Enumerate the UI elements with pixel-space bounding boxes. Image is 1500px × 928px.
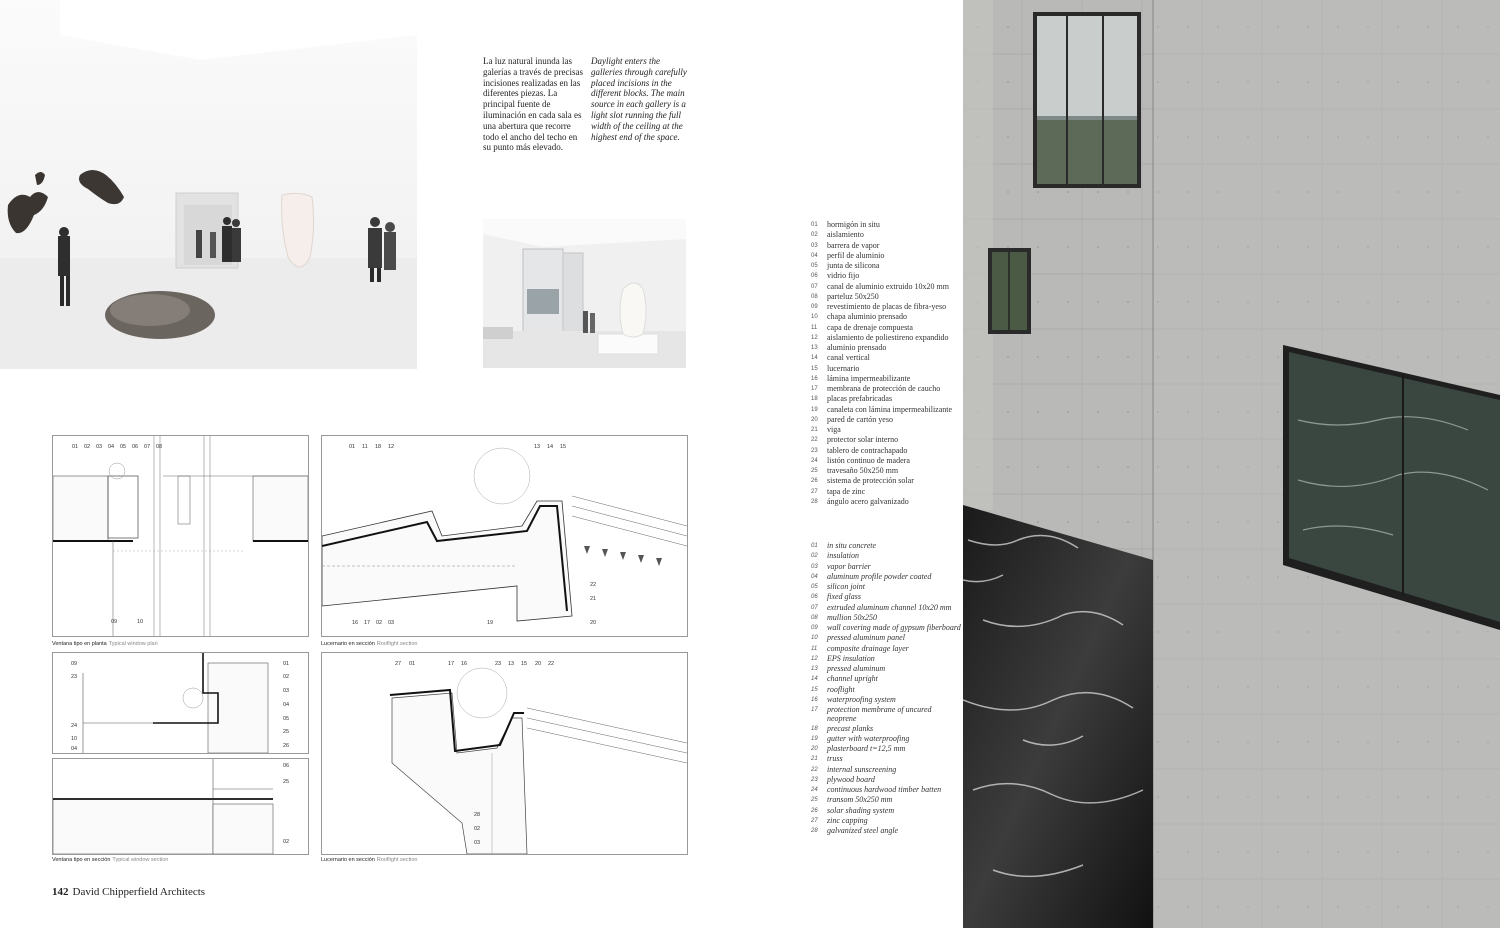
- legend-item-number: 18: [811, 725, 818, 732]
- legend-item-number: 04: [811, 573, 818, 580]
- legend-item-text: mullion 50x250: [827, 612, 877, 622]
- legend-item-text: aislamiento: [827, 230, 864, 240]
- legend-item: [811, 261, 961, 271]
- legend-item: [811, 374, 961, 384]
- legend-item-number: 17: [811, 386, 818, 392]
- legend-item: [811, 705, 961, 724]
- legend-item-text: revestimiento de placas de fibra-yeso: [827, 302, 947, 311]
- legend-item-text: canal de aluminio extruido 10x20 mm: [827, 281, 949, 291]
- drawing-callout-number: 12: [388, 444, 395, 450]
- legend-item-text: channel upright: [827, 674, 878, 684]
- legend-item-number: 24: [811, 787, 818, 793]
- svg-text:01: 01: [409, 661, 416, 667]
- svg-text:17: 17: [448, 661, 455, 667]
- legend-item: [811, 271, 961, 281]
- legend-item: [811, 644, 961, 654]
- legend-item-text: protector solar interno: [827, 435, 899, 445]
- svg-text:23: 23: [495, 661, 502, 667]
- svg-text:22: 22: [590, 582, 597, 588]
- legend-item-number: 06: [811, 273, 818, 280]
- svg-text:03: 03: [388, 620, 395, 626]
- legend-item-text: protection membrane of uncured neoprene: [827, 705, 932, 724]
- legend-item-text: pared de cartón yeso: [827, 414, 893, 424]
- legend-item-text: canal vertical: [827, 353, 870, 363]
- rooflight-section-caption-1: Lucernario en sección Rooflight section: [321, 641, 418, 647]
- legend-item-text: vidrio fijo: [827, 271, 860, 281]
- legend-item-number: 15: [811, 365, 818, 372]
- legend-item: [811, 592, 961, 602]
- legend-item-text: listón continuo de madera: [827, 455, 910, 465]
- svg-text:22: 22: [548, 661, 555, 667]
- legend-item: [811, 795, 961, 805]
- legend-item-text: EPS insulation: [827, 653, 875, 663]
- legend-item: [811, 282, 961, 292]
- drawing-callout-number: 06: [132, 444, 139, 450]
- drawing-callout-number: 04: [108, 444, 115, 450]
- legend-item: [811, 384, 961, 394]
- legend-item-number: 06: [811, 594, 818, 601]
- svg-text:02: 02: [376, 620, 383, 626]
- drawing-callout-number: 01: [349, 444, 356, 450]
- legend-item-number: 15: [811, 686, 818, 693]
- svg-text:06: 06: [283, 763, 290, 769]
- svg-text:23: 23: [71, 674, 78, 680]
- gallery-photo: [0, 0, 417, 369]
- svg-text:24: 24: [71, 723, 78, 729]
- legend-english: [811, 541, 961, 836]
- legend-item-number: 03: [811, 242, 818, 249]
- legend-item-text: fixed glass: [827, 592, 861, 602]
- legend-item-number: 23: [811, 447, 818, 454]
- legend-item-text: sistema de protección solar: [827, 476, 914, 486]
- legend-item-number: 09: [811, 625, 818, 631]
- legend-item: [811, 724, 961, 734]
- legend-item-text: composite drainage layer: [827, 643, 909, 653]
- rooflight-section-drawing-2: [321, 652, 688, 855]
- legend-item-number: 14: [811, 355, 818, 362]
- legend-item-number: 07: [811, 283, 818, 290]
- legend-item-number: 02: [811, 232, 818, 239]
- legend-item-number: 16: [811, 375, 818, 382]
- svg-text:21: 21: [590, 596, 597, 602]
- legend-item-text: junta de silicona: [827, 261, 880, 270]
- legend-item-text: internal sunscreening: [827, 764, 897, 774]
- legend-item: [811, 633, 961, 643]
- legend-item-number: 27: [811, 817, 818, 824]
- legend-item: [811, 230, 961, 240]
- legend-item: [811, 582, 961, 592]
- legend-item-text: galvanized steel angle: [827, 826, 899, 835]
- drawing-callout-number: 05: [120, 444, 127, 450]
- legend-item: [811, 572, 961, 582]
- rooflight-section-drawing-1: [321, 435, 688, 637]
- svg-text:01: 01: [283, 661, 290, 667]
- legend-item-number: 24: [811, 457, 818, 464]
- legend-item-text: parteluz 50x250: [827, 291, 879, 301]
- legend-item-number: 02: [811, 553, 818, 560]
- legend-item-number: 13: [811, 345, 818, 351]
- legend-item: [811, 415, 961, 425]
- legend-item-number: 01: [811, 222, 818, 228]
- window-plan-caption: Ventana tipo en planta Typical window plan: [52, 641, 158, 647]
- legend-item: [811, 664, 961, 674]
- legend-item: [811, 251, 961, 261]
- legend-item-text: solar shading system: [827, 805, 895, 815]
- window-section-caption: Ventana tipo en sección Typical window section: [52, 857, 169, 863]
- legend-item: [811, 603, 961, 613]
- legend-item-number: 12: [811, 334, 818, 341]
- svg-text:09: 09: [71, 661, 78, 667]
- svg-text:05: 05: [283, 716, 290, 722]
- svg-text:02: 02: [474, 826, 481, 832]
- legend-item: [811, 654, 961, 664]
- legend-item-number: 01: [811, 543, 818, 549]
- legend-item: [811, 343, 961, 353]
- legend-item-number: 07: [811, 604, 818, 611]
- legend-item: [811, 312, 961, 322]
- svg-text:10: 10: [71, 736, 78, 742]
- legend-item: [811, 754, 961, 764]
- legend-item-number: 11: [811, 324, 818, 331]
- legend-item: [811, 541, 961, 551]
- legend-item: [811, 806, 961, 816]
- legend-item-text: placas prefabricadas: [827, 394, 893, 404]
- legend-item-number: 25: [811, 797, 818, 804]
- legend-item-number: 05: [811, 263, 818, 269]
- legend-item: [811, 292, 961, 302]
- legend-item-text: in situ concrete: [827, 541, 877, 550]
- svg-text:28: 28: [474, 812, 481, 818]
- legend-item-text: capa de drenaje compuesta: [827, 322, 913, 332]
- legend-item-text: transom 50x250 mm: [827, 795, 893, 805]
- legend-item: [811, 685, 961, 695]
- drawing-callout-number: 08: [156, 444, 163, 450]
- legend-item: [811, 826, 961, 836]
- svg-text:04: 04: [283, 702, 290, 708]
- footer-title: David Chipperfield Architects: [72, 886, 206, 898]
- svg-text:20: 20: [590, 620, 597, 626]
- svg-text:16: 16: [461, 661, 468, 667]
- legend-item: [811, 466, 961, 476]
- svg-text:02: 02: [283, 674, 290, 680]
- drawing-callout-number: 18: [375, 444, 382, 450]
- legend-item-number: 19: [811, 406, 818, 413]
- drawing-callout-number: 14: [547, 444, 554, 450]
- legend-item: [811, 674, 961, 684]
- legend-item-number: 13: [811, 666, 818, 672]
- legend-item-number: 14: [811, 676, 818, 683]
- svg-text:04: 04: [71, 746, 78, 752]
- drawing-callout-number: 13: [534, 444, 541, 450]
- svg-text:03: 03: [283, 688, 290, 694]
- legend-item-text: travesaño 50x250 mm: [827, 466, 899, 475]
- legend-item-number: 20: [811, 746, 818, 752]
- legend-item: [811, 765, 961, 775]
- legend-item-text: barrera de vapor: [827, 240, 880, 250]
- legend-item-number: 08: [811, 293, 818, 300]
- legend-item-text: lámina impermeabilizante: [827, 373, 911, 383]
- legend-item: [811, 816, 961, 826]
- legend-item: [811, 476, 961, 486]
- svg-text:20: 20: [535, 661, 542, 667]
- legend-item: [811, 456, 961, 466]
- legend-item: [811, 405, 961, 415]
- legend-item: [811, 364, 961, 374]
- legend-item-text: extruded aluminum channel 10x20 mm: [827, 602, 952, 612]
- legend-item: [811, 323, 961, 333]
- drawing-callout-number: 11: [362, 444, 368, 450]
- legend-item-number: 21: [811, 756, 818, 763]
- legend-item-number: 05: [811, 584, 818, 590]
- drawing-callout-number: 01: [72, 444, 79, 450]
- svg-text:13: 13: [508, 661, 515, 667]
- legend-item: [811, 497, 961, 507]
- legend-item-number: 09: [811, 304, 818, 310]
- legend-item: [811, 551, 961, 561]
- legend-item-text: zinc capping: [827, 815, 868, 825]
- legend-item-text: hormigón in situ: [827, 220, 880, 229]
- legend-item: [811, 425, 961, 435]
- legend-item: [811, 435, 961, 445]
- svg-text:27: 27: [395, 661, 402, 667]
- legend-item-text: vapor barrier: [827, 561, 871, 571]
- svg-text:25: 25: [283, 779, 290, 785]
- legend-item-text: wall covering made of gypsum fiberboard: [827, 623, 961, 632]
- legend-item-number: 28: [811, 828, 818, 834]
- drawing-callout-number: 15: [560, 444, 567, 450]
- legend-item: [811, 446, 961, 456]
- svg-text:10: 10: [137, 619, 144, 625]
- legend-item-number: 12: [811, 655, 818, 662]
- drawing-callout-number: 03: [96, 444, 103, 450]
- legend-item-text: truss: [827, 754, 843, 764]
- legend-item-number: 25: [811, 468, 818, 474]
- legend-item-text: rooflight: [827, 684, 855, 694]
- svg-text:25: 25: [283, 729, 290, 735]
- legend-item-text: aislamiento de poliestireno expandido: [827, 332, 949, 342]
- legend-item-text: membrana de protección de caucho: [827, 384, 941, 393]
- legend-item-number: 28: [811, 498, 818, 505]
- rooflight-section-caption-2: Lucernario en sección Rooflight section: [321, 857, 418, 863]
- page-footer: [52, 886, 205, 898]
- legend-item-number: 23: [811, 776, 818, 783]
- legend-item-number: 22: [811, 437, 818, 444]
- legend-item: [811, 487, 961, 497]
- legend-item-number: 04: [811, 252, 818, 259]
- legend-item-number: 16: [811, 696, 818, 703]
- legend-item-number: 08: [811, 614, 818, 621]
- legend-item: [811, 562, 961, 572]
- legend-item-text: canaleta con lámina impermeabilizante: [827, 404, 953, 414]
- legend-item-text: tablero de contrachapado: [827, 445, 908, 455]
- body-text-spanish: La luz natural inunda las galerías a través de precisas incisiones realizadas en las diferentes piezas. La principal fuente de iluminación en cada sala es una abertura que recorre todo el ancho del techo en su punto más elevado.: [483, 56, 583, 153]
- legend-spanish: [811, 220, 961, 507]
- legend-item-text: pressed aluminum panel: [827, 633, 905, 643]
- legend-item: [811, 695, 961, 705]
- facade-photo: [963, 0, 1500, 928]
- legend-item-text: perfil de aluminio: [827, 250, 885, 260]
- legend-item-text: viga: [827, 425, 841, 434]
- legend-item: [811, 775, 961, 785]
- legend-item-number: 10: [811, 314, 818, 321]
- legend-item-number: 19: [811, 735, 818, 742]
- legend-item: [811, 734, 961, 744]
- svg-text:26: 26: [283, 743, 290, 749]
- svg-text:15: 15: [521, 661, 528, 667]
- legend-item-text: aluminio prensado: [827, 343, 887, 352]
- legend-item: [811, 623, 961, 633]
- legend-item-text: waterproofing system: [827, 694, 896, 704]
- legend-item-text: insulation: [827, 551, 860, 561]
- drawing-callout-number: 07: [144, 444, 151, 450]
- drawing-callout-number: 02: [84, 444, 91, 450]
- svg-text:03: 03: [474, 840, 481, 846]
- legend-item-number: 26: [811, 807, 818, 814]
- legend-item-number: 17: [811, 707, 818, 713]
- svg-text:17: 17: [364, 620, 371, 626]
- legend-item: [811, 241, 961, 251]
- legend-item-text: plasterboard t=12,5 mm: [827, 744, 906, 753]
- page-number: 142: [52, 886, 69, 898]
- legend-item: [811, 333, 961, 343]
- legend-item-number: 21: [811, 427, 818, 433]
- legend-item-text: lucernario: [827, 363, 860, 373]
- legend-item: [811, 785, 961, 795]
- legend-item-text: continuous hardwood timber batten: [827, 785, 942, 794]
- legend-item: [811, 394, 961, 404]
- svg-text:09: 09: [111, 619, 118, 625]
- legend-item: [811, 613, 961, 623]
- legend-item-number: 20: [811, 416, 818, 423]
- legend-item-text: ángulo acero galvanizado: [827, 496, 909, 506]
- window-section-drawing-lower: [52, 758, 309, 855]
- legend-item-text: tapa de zinc: [827, 486, 866, 496]
- legend-item: [811, 302, 961, 312]
- legend-item: [811, 744, 961, 754]
- legend-item: [811, 220, 961, 230]
- legend-item-text: chapa aluminio prensado: [827, 312, 907, 322]
- svg-text:19: 19: [487, 620, 494, 626]
- window-plan-drawing: [52, 435, 309, 637]
- legend-item-text: gutter with waterproofing: [827, 733, 910, 743]
- legend-item-number: 10: [811, 635, 818, 642]
- legend-item-number: 27: [811, 488, 818, 495]
- legend-item-text: silicon joint: [827, 582, 865, 591]
- legend-item-number: 11: [811, 645, 818, 652]
- svg-text:02: 02: [283, 839, 290, 845]
- legend-item-text: pressed aluminum: [827, 664, 886, 673]
- svg-text:16: 16: [352, 620, 359, 626]
- gallery-interior-photo: [483, 219, 686, 368]
- legend-item-text: aluminum profile powder coated: [827, 571, 932, 581]
- legend-item-text: plywood board: [827, 774, 875, 784]
- window-section-drawing-upper: [52, 652, 309, 754]
- legend-item-number: 18: [811, 396, 818, 403]
- legend-item-number: 22: [811, 766, 818, 773]
- legend-item: [811, 353, 961, 363]
- legend-item-text: precast planks: [827, 723, 874, 733]
- legend-item-number: 03: [811, 563, 818, 570]
- body-text-english: Daylight enters the galleries through carefully placed incisions in the different blocks. The main source in each gallery is a light slot running the full width of the ceiling at the highest end of the space.: [591, 56, 687, 142]
- legend-item-number: 26: [811, 478, 818, 485]
